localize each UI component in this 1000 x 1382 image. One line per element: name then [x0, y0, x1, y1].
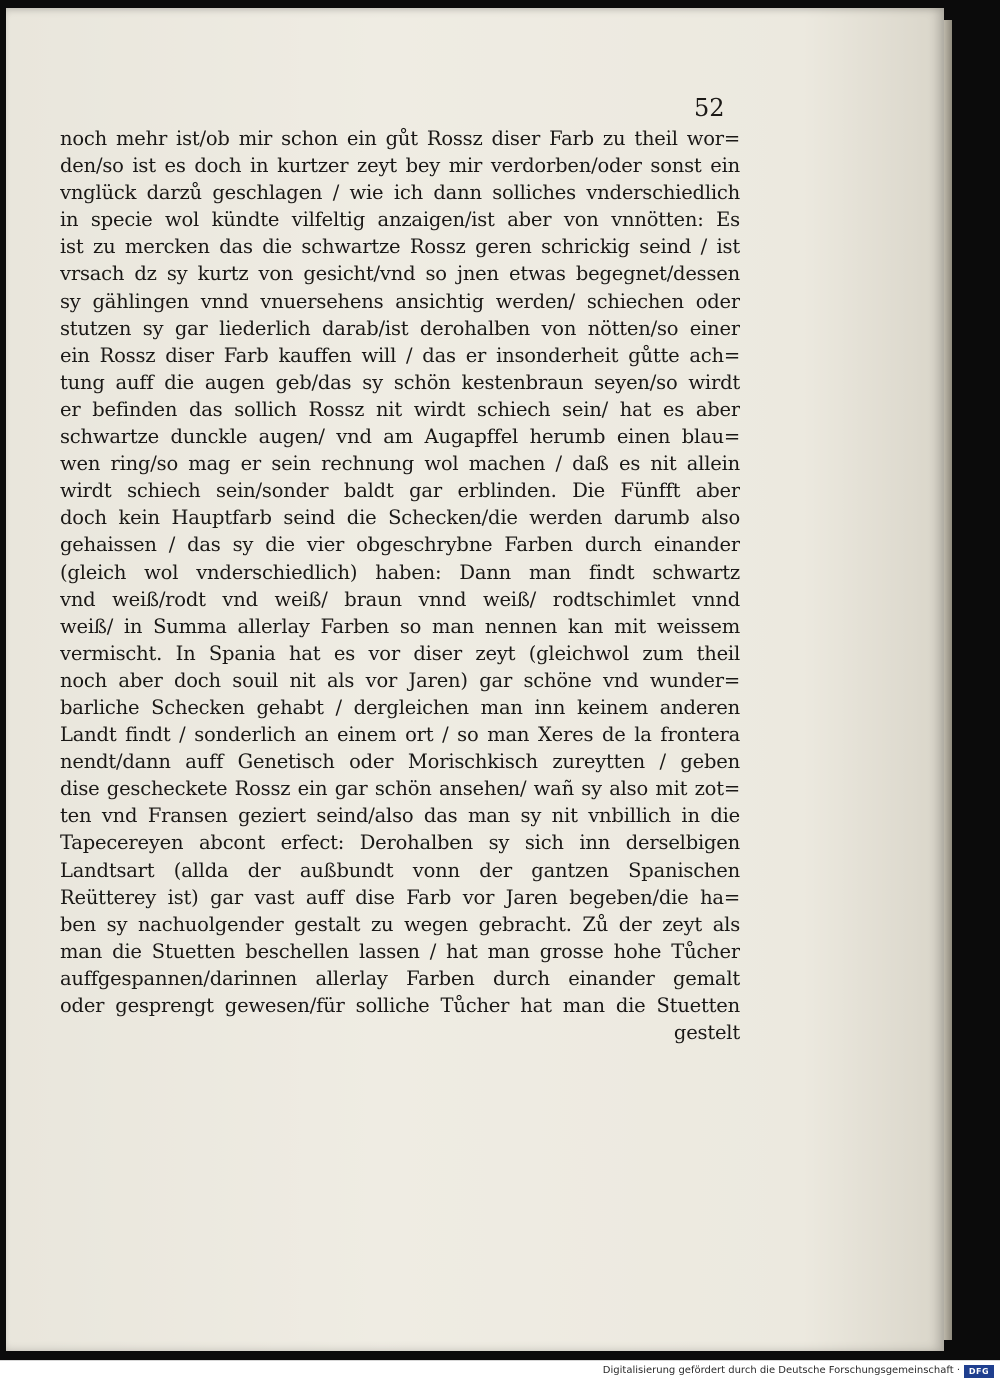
- text-line: doch kein Hauptfarb seind die Schecken/die werden darumb also: [60, 506, 740, 530]
- page-number: 52: [694, 94, 725, 122]
- text-line: in specie wol kündte vilfeltig anzaigen/ist aber von vnnötten: Es: [60, 208, 740, 232]
- text-line: ten vnd Fransen geziert seind/also das man sy nit vnbillich in die: [60, 804, 740, 828]
- text-line: noch aber doch souil nit als vor Jaren) gar schöne vnd wunder=: [60, 668, 740, 692]
- text-line: vrsach dz sy kurtz von gesicht/vnd so jnen etwas begegnet/dessen: [60, 262, 740, 286]
- text-line: man die Stuetten beschellen lassen / hat man grosse hohe Tůcher: [60, 939, 740, 963]
- text-line: sy gählingen vnnd vnuersehens ansichtig werden/ schiechen oder: [60, 289, 740, 313]
- text-line: noch mehr ist/ob mir schon ein gůt Rossz diser Farb zu theil wor=: [60, 127, 740, 150]
- text-line: Landtsart (allda der außbundt vonn der gantzen Spanischen: [60, 858, 740, 882]
- text-line: stutzen sy gar liederlich darab/ist derohalben von nötten/so einer: [60, 316, 740, 340]
- text-line: wen ring/so mag er sein rechnung wol machen / daß es nit allein: [60, 452, 740, 476]
- text-line: gehaissen / das sy die vier obgeschrybne Farben durch einander: [60, 533, 740, 557]
- text-line: vermischt. In Spania hat es vor diser zeyt (gleichwol zum theil: [60, 641, 740, 665]
- scanned-page: [6, 8, 944, 1351]
- text-line: dise gescheckete Rossz ein gar schön ansehen/ wañ sy also mit zot=: [60, 777, 740, 801]
- page-text: [60, 125, 740, 1046]
- text-line: vnd weiß/rodt vnd weiß/ braun vnnd weiß/ rodtschimlet vnnd: [60, 587, 740, 611]
- text-line: Tapecereyen abcont erfect: Derohalben sy sich inn derselbigen: [60, 831, 740, 855]
- text-line: oder gesprengt gewesen/für solliche Tůcher hat man die Stuetten: [60, 994, 740, 1017]
- text-line: tung auff die augen geb/das sy schön kestenbraun seyen/so wirdt: [60, 370, 740, 394]
- text-line: ein Rossz diser Farb kauffen will / das er insonderheit gůtte ach=: [60, 343, 740, 367]
- text-line: wirdt schiech sein/sonder baldt gar erblinden. Die Fünfft aber: [60, 479, 740, 503]
- text-line: ist zu mercken das die schwartze Rossz geren schrickig seind / ist: [60, 235, 740, 259]
- text-line: nendt/dann auff Genetisch oder Morischkisch zureytten / geben: [60, 750, 740, 774]
- funding-note: Digitalisierung gefördert durch die Deutsche Forschungsgemeinschaft ·: [602, 1365, 960, 1376]
- page-edge: [944, 20, 952, 1340]
- text-line: er befinden das sollich Rossz nit wirdt schiech sein/ hat es aber: [60, 397, 740, 421]
- text-line: ben sy nachuolgender gestalt zu wegen gebracht. Zů der zeyt als: [60, 912, 740, 936]
- text-line: schwartze dunckle augen/ vnd am Augapffel herumb einen blau=: [60, 425, 740, 449]
- text-line: (gleich wol vnderschiedlich) haben: Dann man findt schwartz: [60, 560, 740, 584]
- text-line: den/so ist es doch in kurtzer zeyt bey mir verdorben/oder sonst ein: [60, 154, 740, 178]
- text-line: auffgespannen/darinnen allerlay Farben durch einander gemalt: [60, 966, 740, 990]
- dfg-logo-icon: DFG: [964, 1365, 994, 1378]
- footer: [0, 1360, 1000, 1382]
- catchword: gestelt: [673, 1021, 740, 1045]
- text-line: vnglück darzů geschlagen / wie ich dann solliches vnderschiedlich: [60, 181, 740, 205]
- text-line: weiß/ in Summa allerlay Farben so man nennen kan mit weissem: [60, 614, 740, 638]
- text-line: barliche Schecken gehabt / dergleichen man inn keinem anderen: [60, 695, 740, 719]
- text-line: Reütterey ist) gar vast auff dise Farb vor Jaren begeben/die ha=: [60, 885, 740, 909]
- text-line: Landt findt / sonderlich an einem ort / so man Xeres de la frontera: [60, 723, 740, 747]
